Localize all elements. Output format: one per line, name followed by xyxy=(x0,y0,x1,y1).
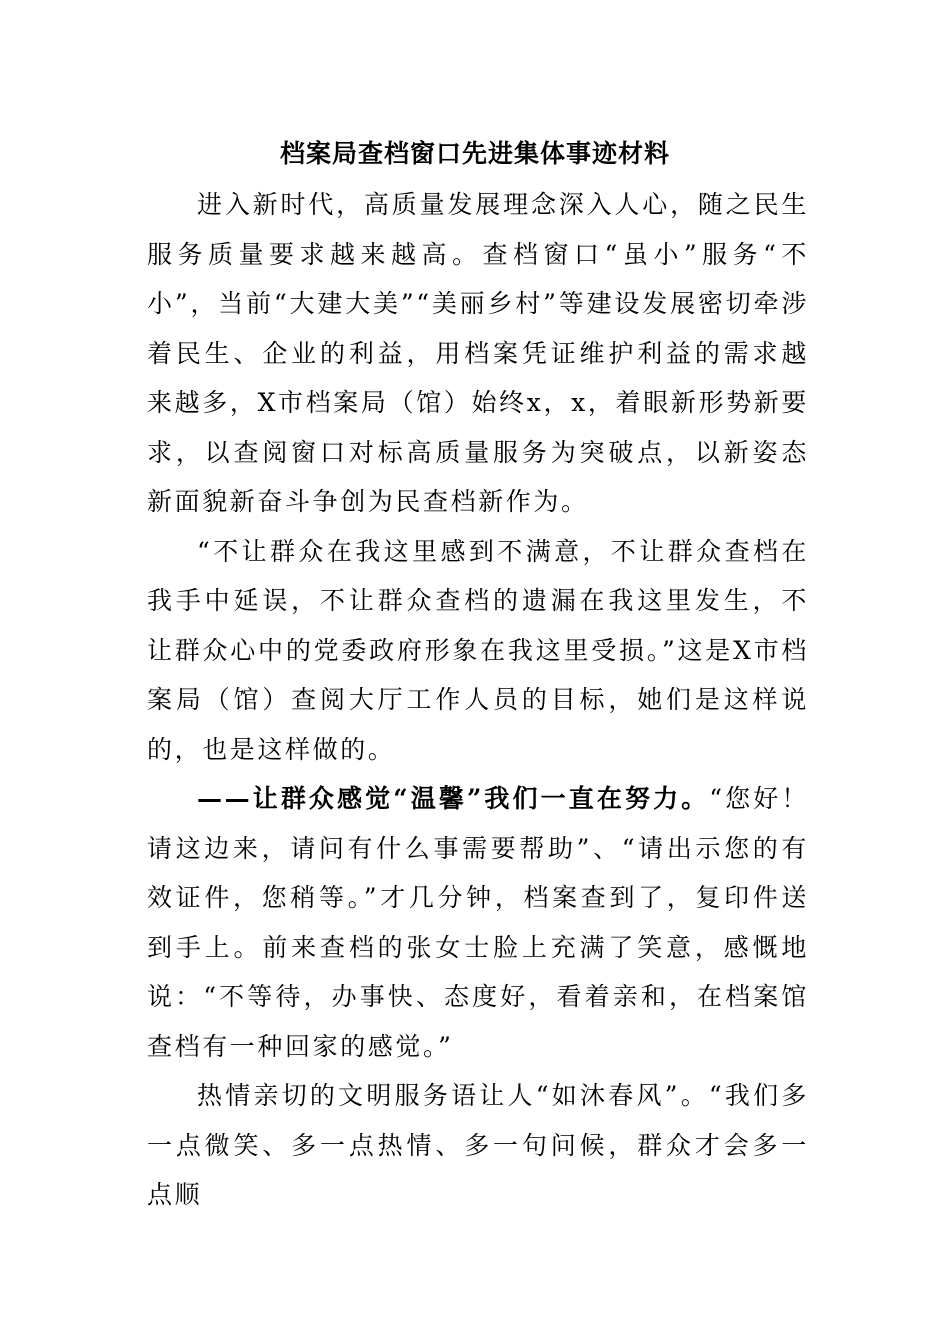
paragraph-text: “您好！请这边来，请问有什么事需要帮助”、“请出示您的有效证件，您稍等。”才几分钟，档案查到了，复印件送到手上。前来查档的张女士脸上充满了笑意，感慨地说：“不等待，办事快、态度好，看着亲和，在档案馆查档有一种回家的感觉。” xyxy=(147,784,809,1061)
paragraph-intro xyxy=(147,180,809,527)
paragraph-text: “不让群众在我这里感到不满意，不让群众查档在我手中延误，不让群众查档的遗漏在我这里发生，不让群众心中的党委政府形象在我这里受损。”这是X市档案局（馆）查阅大厅工作人员的目标，她们是这样说的，也是这样做的。 xyxy=(147,536,809,764)
document-title: 档案局查档窗口先进集体事迹材料 xyxy=(279,139,670,168)
paragraph-text: 进入新时代，高质量发展理念深入人心，随之民生服务质量要求越来越高。查档窗口“虽小”服务“不小”，当前“大建大美”“美丽乡村”等建设发展密切牵涉着民生、企业的利益，用档案凭证维护利益的需求越来越多，X市档案局（馆）始终x，x，着眼新形势新要求，以查阅窗口对标高质量服务为突破点，以新姿态新面貌新奋斗争创为民查档新作为。 xyxy=(147,190,809,516)
paragraph-quote-goals xyxy=(147,527,809,775)
paragraph-warm-service xyxy=(147,774,809,1071)
paragraph-text: 热情亲切的文明服务语让人“如沐春风”。“我们多一点微笑、多一点热情、多一句问候，群众才会多一点顺 xyxy=(147,1081,809,1209)
document-body xyxy=(147,180,809,1220)
paragraph-civil-language xyxy=(147,1071,809,1220)
section-heading: ——让群众感觉“温馨”我们一直在努力。 xyxy=(197,784,710,813)
